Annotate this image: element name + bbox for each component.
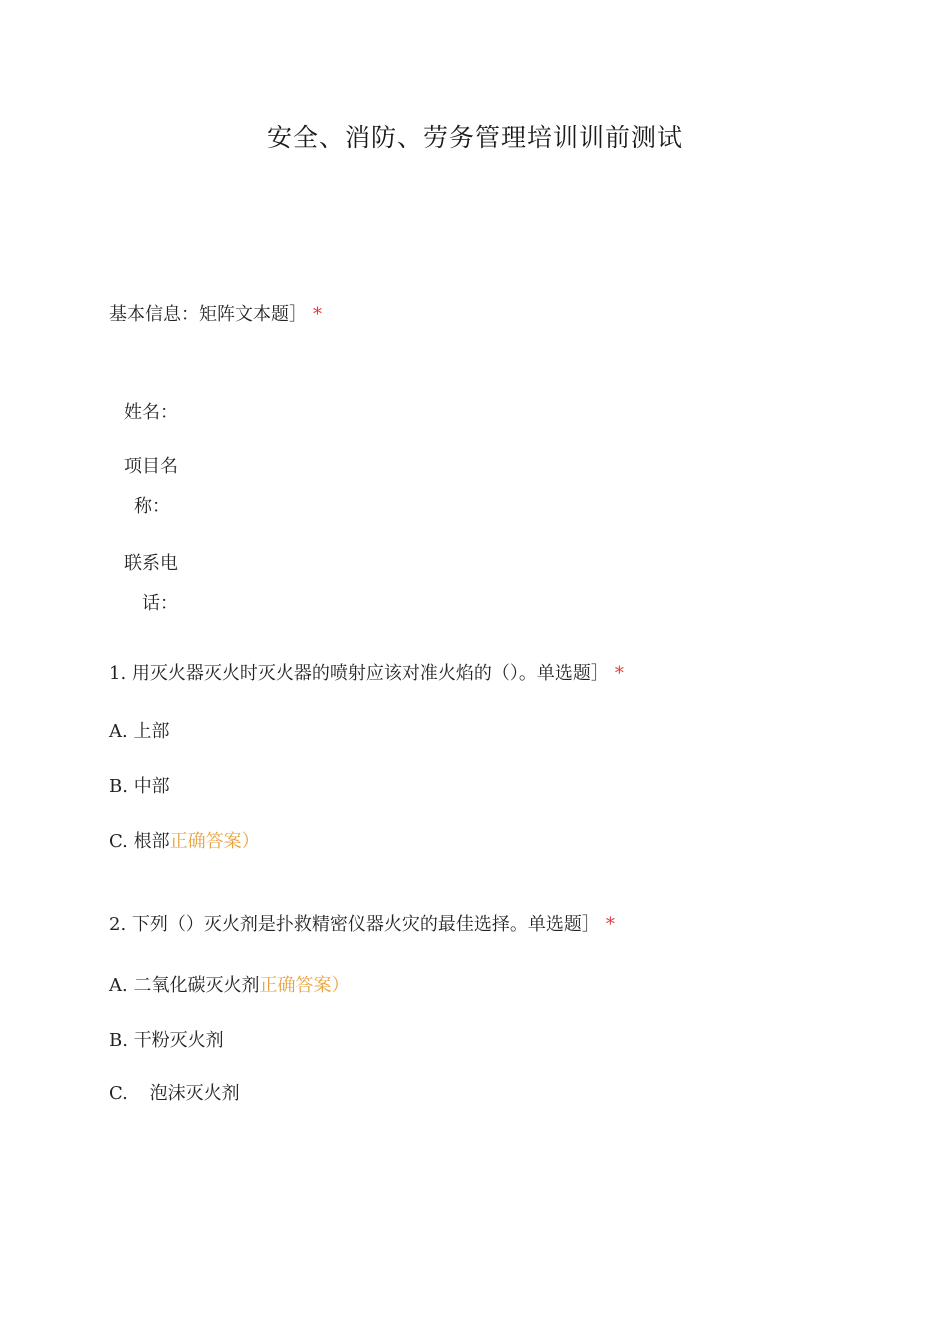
- field-project-label: [124, 447, 186, 527]
- basic-info-heading-text: 基本信息：矩阵文本题］: [109, 304, 307, 325]
- question-2-option-c: [109, 1079, 240, 1105]
- question-1: [109, 659, 624, 685]
- question-2-option-b: [109, 1026, 224, 1052]
- correct-answer-note: 正确答案）: [169, 831, 260, 852]
- page-title: 安全、消防、劳务管理培训训前测试: [266, 123, 683, 152]
- question-1-option-b: [109, 772, 170, 798]
- option-letter: A.: [109, 721, 128, 742]
- option-letter: C.: [109, 831, 128, 852]
- option-text: 泡沫灭火剂: [149, 1083, 240, 1104]
- required-mark: *: [605, 914, 615, 935]
- option-letter: B.: [109, 776, 128, 797]
- field-name-label: [124, 393, 186, 433]
- required-mark: *: [614, 663, 624, 684]
- option-letter: B.: [109, 1030, 128, 1051]
- field-label-line1: 联系电: [124, 553, 178, 574]
- field-label-line1: 姓名：: [124, 402, 178, 423]
- field-label-line1: 项目名: [124, 456, 178, 477]
- option-text: 干粉灭火剂: [133, 1030, 224, 1051]
- question-2-option-a: [109, 971, 349, 997]
- question-2-text: 2. 下列（）灭火剂是扑救精密仪器火灾的最佳选择。单选题］: [109, 914, 600, 935]
- option-letter: A.: [109, 975, 128, 996]
- option-text: 中部: [133, 776, 170, 797]
- question-2: [109, 910, 615, 936]
- option-text: 上部: [133, 721, 170, 742]
- question-1-option-c: [109, 827, 260, 853]
- basic-info-heading: [109, 300, 322, 326]
- question-1-text: 1. 用灭火器灭火时灭火器的喷射应该对准火焰的（）。单选题］: [109, 663, 609, 684]
- field-label-line2: 话：: [142, 593, 178, 614]
- correct-answer-note: 正确答案）: [259, 975, 350, 996]
- field-label-line2: 称：: [134, 496, 170, 517]
- question-1-option-a: [109, 717, 169, 743]
- required-mark: *: [313, 304, 322, 325]
- option-letter: C.: [109, 1083, 128, 1104]
- field-phone-label: [124, 544, 186, 624]
- option-text: 根部: [133, 831, 170, 852]
- option-text: 二氧化碳灭火剂: [133, 975, 260, 996]
